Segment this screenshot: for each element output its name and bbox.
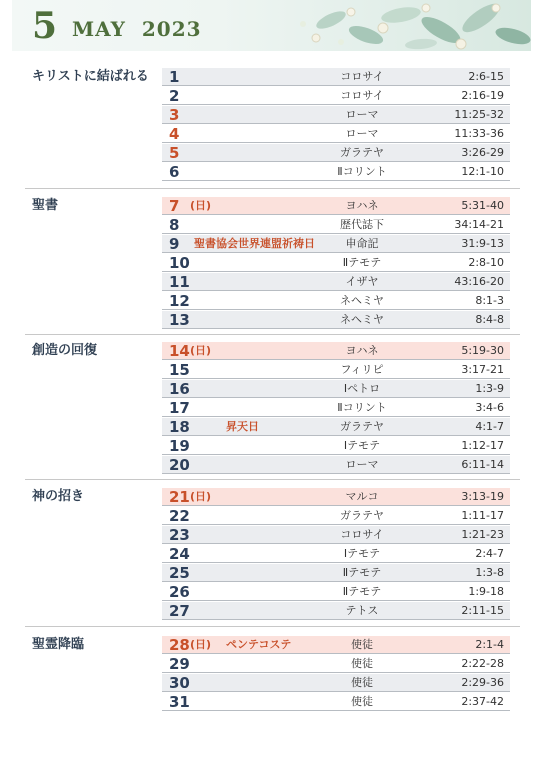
book-name: Ⅱコリント	[337, 165, 387, 178]
verse-reference: 2:22-28	[461, 657, 504, 670]
book-name: ネヘミヤ	[340, 294, 384, 307]
day-number: 30	[169, 674, 190, 692]
day-number: 11	[169, 273, 190, 291]
table-row	[162, 564, 510, 582]
book-name: 使徒	[351, 676, 373, 689]
verse-reference: 43:16-20	[454, 275, 504, 288]
verse-reference: 2:4-7	[475, 547, 504, 560]
table-row	[162, 583, 510, 601]
verse-reference: 1:12-17	[461, 439, 504, 452]
table-row	[162, 361, 510, 379]
section-divider	[25, 188, 520, 189]
verse-reference: 12:1-10	[461, 165, 504, 178]
book-name: ローマ	[345, 108, 379, 121]
sunday-marker: (日)	[190, 199, 212, 212]
verse-reference: 3:26-29	[461, 146, 504, 159]
day-number: 6	[169, 163, 180, 181]
table-row	[162, 163, 510, 181]
month-number: 5	[32, 5, 58, 47]
day-number: 19	[169, 437, 190, 455]
book-name: 申命記	[345, 237, 379, 250]
book-name: Ⅱコリント	[337, 401, 387, 414]
day-number: 2	[169, 87, 180, 105]
table-row	[162, 273, 510, 291]
verse-reference: 1:3-9	[475, 382, 504, 395]
table-row	[162, 693, 510, 711]
day-number: 31	[169, 693, 190, 711]
day-number: 16	[169, 380, 190, 398]
section-divider	[25, 479, 520, 480]
verse-reference: 34:14-21	[454, 218, 504, 231]
table-row	[162, 125, 510, 143]
day-number: 29	[169, 655, 190, 673]
book-name: Ⅱテモテ	[342, 585, 382, 598]
verse-reference: 1:3-8	[475, 566, 504, 579]
book-name: Ⅰテモテ	[343, 439, 381, 452]
book-name: コロサイ	[340, 89, 384, 102]
book-name: 使徒	[351, 638, 373, 651]
day-number: 28	[169, 636, 190, 654]
verse-reference: 2:16-19	[461, 89, 504, 102]
verse-reference: 6:11-14	[461, 458, 504, 471]
table-row	[162, 488, 510, 506]
book-name: Ⅰペトロ	[343, 382, 381, 395]
day-number: 13	[169, 311, 190, 329]
verse-reference: 2:6-15	[468, 70, 504, 83]
verse-reference: 31:9-13	[461, 237, 504, 250]
sunday-marker: (日)	[190, 344, 212, 357]
table-row	[162, 399, 510, 417]
book-name: 使徒	[351, 657, 373, 670]
day-number: 18	[169, 418, 190, 436]
day-number: 21	[169, 488, 190, 506]
book-name: ガラテヤ	[340, 146, 384, 159]
table-row	[162, 106, 510, 124]
month-name: MAY 2023	[72, 17, 202, 41]
day-number: 3	[169, 106, 180, 124]
observance-note: 昇天日	[226, 420, 259, 433]
table-row	[162, 197, 510, 215]
verse-reference: 5:31-40	[461, 199, 504, 212]
day-number: 7	[169, 197, 180, 215]
section-title-5: 聖霊降臨	[32, 637, 85, 652]
table-row	[162, 418, 510, 436]
day-number: 25	[169, 564, 190, 582]
verse-reference: 2:11-15	[461, 604, 504, 617]
verse-reference: 4:1-7	[475, 420, 504, 433]
book-name: 歴代誌下	[340, 218, 384, 231]
table-row	[162, 68, 510, 86]
day-number: 10	[169, 254, 190, 272]
table-row	[162, 437, 510, 455]
table-row	[162, 144, 510, 162]
book-name: ヨハネ	[345, 344, 379, 357]
sunday-marker: (日)	[190, 490, 212, 503]
section-title-1: キリストに結ばれる	[32, 69, 149, 84]
verse-reference: 3:17-21	[461, 363, 504, 376]
table-row	[162, 235, 510, 253]
verse-reference: 8:1-3	[475, 294, 504, 307]
verse-reference: 2:37-42	[461, 695, 504, 708]
page-header	[12, 0, 531, 51]
book-name: ヨハネ	[345, 199, 379, 212]
book-name: イザヤ	[345, 275, 379, 288]
verse-reference: 2:29-36	[461, 676, 504, 689]
verse-reference: 1:21-23	[461, 528, 504, 541]
book-name: ガラテヤ	[340, 509, 384, 522]
book-name: コロサイ	[340, 70, 384, 83]
section-divider	[25, 626, 520, 627]
table-row	[162, 254, 510, 272]
table-row	[162, 545, 510, 563]
day-number: 8	[169, 216, 180, 234]
day-number: 4	[169, 125, 180, 143]
verse-reference: 3:13-19	[461, 490, 504, 503]
day-number: 23	[169, 526, 190, 544]
book-name: マルコ	[345, 490, 379, 503]
observance-note: ペンテコステ	[226, 638, 292, 651]
day-number: 26	[169, 583, 190, 601]
observance-note: 聖書協会世界連盟祈祷日	[194, 237, 315, 250]
verse-reference: 8:4-8	[475, 313, 504, 326]
day-number: 1	[169, 68, 180, 86]
day-number: 14	[169, 342, 190, 360]
day-number: 24	[169, 545, 190, 563]
section-title-3: 創造の回復	[32, 343, 98, 358]
day-number: 27	[169, 602, 190, 620]
day-number: 9	[169, 235, 180, 253]
verse-reference: 5:19-30	[461, 344, 504, 357]
section-title-2: 聖書	[32, 198, 59, 213]
day-number: 12	[169, 292, 190, 310]
book-name: 使徒	[351, 695, 373, 708]
table-row	[162, 526, 510, 544]
table-row	[162, 216, 510, 234]
verse-reference: 1:9-18	[468, 585, 504, 598]
book-name: ローマ	[345, 458, 379, 471]
day-number: 20	[169, 456, 190, 474]
book-name: Ⅱテモテ	[342, 566, 382, 579]
verse-reference: 3:4-6	[475, 401, 504, 414]
table-row	[162, 311, 510, 329]
section-divider	[25, 334, 520, 335]
verse-reference: 1:11-17	[461, 509, 504, 522]
floral-decoration-image	[281, 0, 531, 51]
sunday-marker: (日)	[190, 638, 212, 651]
verse-reference: 2:1-4	[475, 638, 504, 651]
table-row	[162, 674, 510, 692]
book-name: ネヘミヤ	[340, 313, 384, 326]
book-name: フィリピ	[340, 363, 384, 376]
verse-reference: 2:8-10	[468, 256, 504, 269]
book-name: ローマ	[345, 127, 379, 140]
table-row	[162, 87, 510, 105]
book-name: コロサイ	[340, 528, 384, 541]
table-row	[162, 655, 510, 673]
verse-reference: 11:25-32	[454, 108, 504, 121]
table-row	[162, 342, 510, 360]
book-name: Ⅱテモテ	[342, 256, 382, 269]
verse-reference: 11:33-36	[454, 127, 504, 140]
table-row	[162, 292, 510, 310]
section-title-4: 神の招き	[32, 489, 85, 504]
book-name: ガラテヤ	[340, 420, 384, 433]
table-row	[162, 507, 510, 525]
table-row	[162, 456, 510, 474]
book-name: テトス	[345, 604, 379, 617]
table-row	[162, 380, 510, 398]
day-number: 15	[169, 361, 190, 379]
year: 2023	[141, 17, 202, 41]
day-number: 5	[169, 144, 180, 162]
table-row	[162, 602, 510, 620]
table-row	[162, 636, 510, 654]
day-number: 22	[169, 507, 190, 525]
day-number: 17	[169, 399, 190, 417]
book-name: Ⅰテモテ	[343, 547, 381, 560]
